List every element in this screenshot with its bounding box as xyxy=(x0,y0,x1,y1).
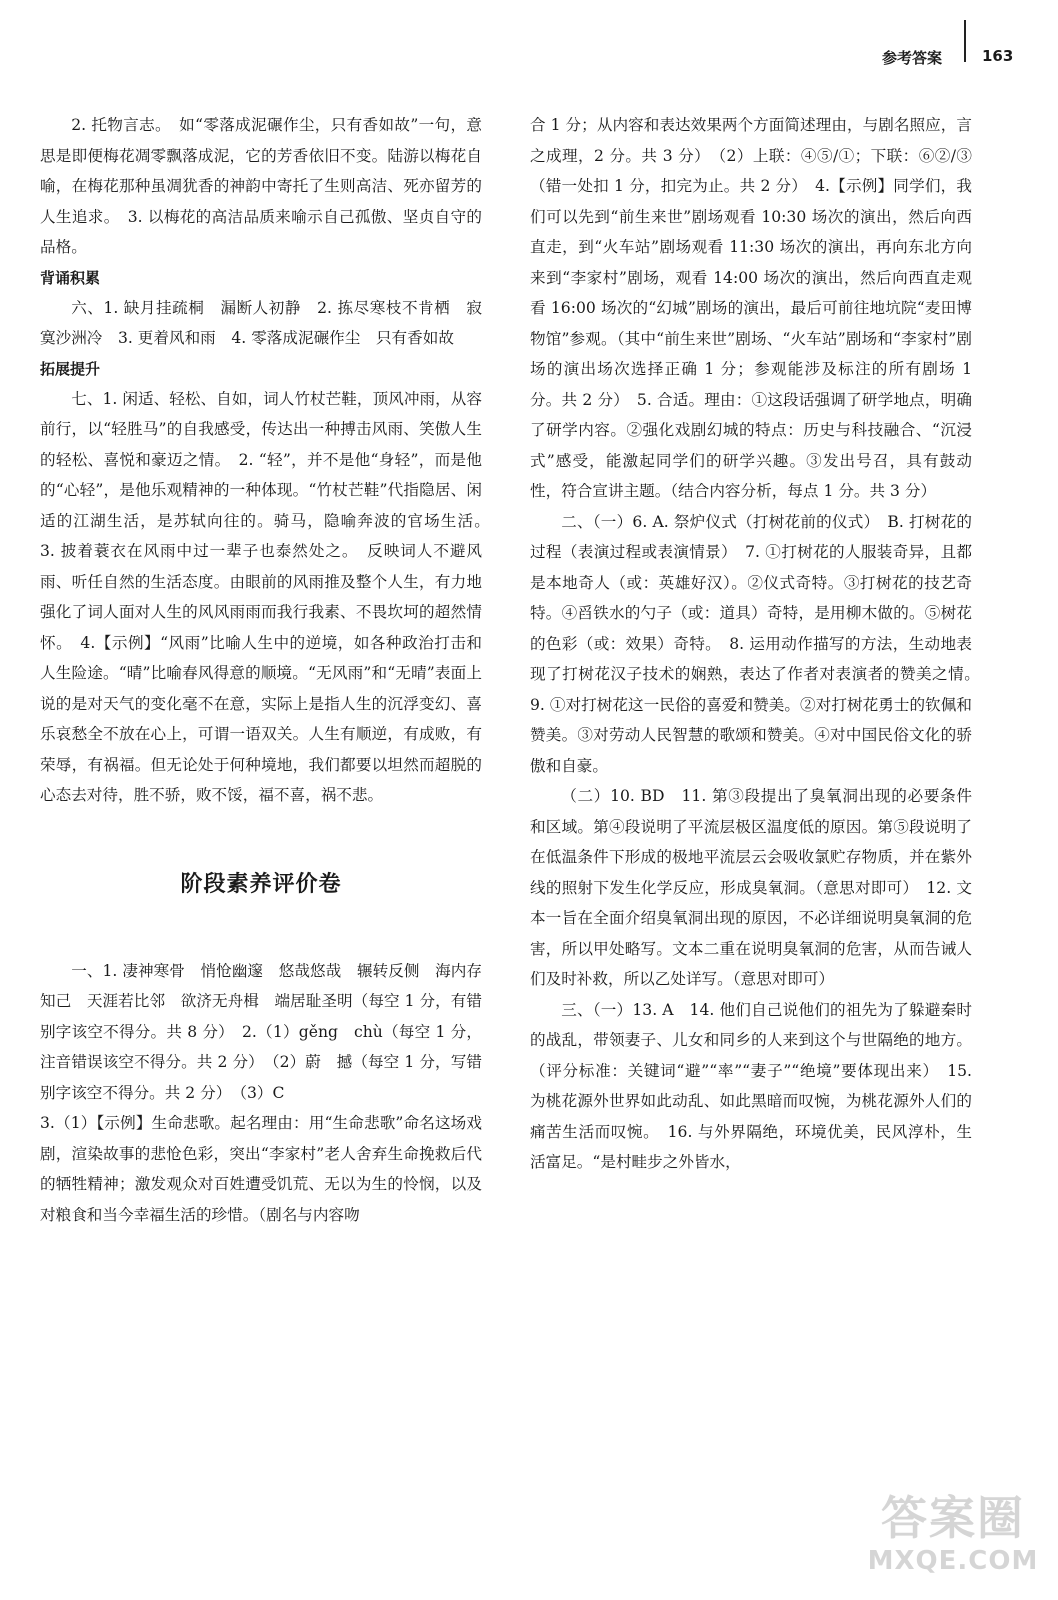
answer-paragraph: 2. 托物言志。 如“零落成泥碾作尘，只有香如故”一句，意思是即便梅花凋零飘落成泥，它的芳香依旧不变。陆游以梅花自喻，在梅花那种虽凋犹香的神韵中寄托了生则高洁、死亦留芳的人生追求。 3. 以梅花的高洁品质来喻示自己孤傲、坚贞自守的品格。 xyxy=(40,116,482,256)
header-label: 参考答案 xyxy=(881,49,942,67)
watermark-text: 答案圈 xyxy=(881,1491,1025,1545)
answer-paragraph: 二、（一）6. A. 祭炉仪式（打树花前的仪式） B. 打树花的过程（表演过程或表演情景） 7. ①打树花的人服装奇异，且都是本地奇人（或：英雄好汉）。②仪式奇特。③打树花的技艺奇特。④舀铁水的勺子（或：道具）奇特，是用柳木做的。⑤树花的色彩（或：效果）奇特。 8. 运用动作描写的方法，生动地表现了打树花汉子技术的娴熟，表达了作者对表演者的赞美之情。 9. ①对打树花这一民俗的喜爱和赞美。②对打树花勇士的钦佩和赞美。③对劳动人民智慧的歌颂和赞美。④对中国民俗文化的骄傲和自豪。 xyxy=(530,512,988,775)
left-column xyxy=(40,110,498,1230)
right-column xyxy=(530,110,988,1178)
answer-paragraph: 六、1. 缺月挂疏桐 漏断人初静 2. 拣尽寒枝不肯栖 寂寞沙洲冷 3. 更着风和雨 4. 零落成泥碾作尘 只有香如故 xyxy=(40,298,482,347)
section-title: 阶段素养评价卷 xyxy=(180,871,342,897)
page-number: 163 xyxy=(982,47,1014,65)
section-heading-extension: 拓展提升 xyxy=(40,359,101,378)
watermark-url: MXQE.COM xyxy=(867,1546,1039,1576)
answer-paragraph: 3.（1）【示例】生命悲歌。起名理由：用“生命悲歌”命名这场戏剧，渲染故事的悲怆色彩，突出“李家村”老人舍弃生命挽救后代的牺牲精神；激发观众对百姓遭受饥荒、无以为生的怜悯，以及对粮食和当今幸福生活的珍惜。（剧名与内容吻 xyxy=(40,1114,482,1224)
answer-paragraph: （二）10. BD 11. 第③段提出了臭氧洞出现的必要条件和区域。第④段说明了平流层极区温度低的原因。第⑤段说明了在低温条件下形成的极地平流层云会吸收氯贮存物质，并在紫外线的照射下发生化学反应，形成臭氧洞。（意思对即可） 12. 文本一旨在全面介绍臭氧洞出现的原因，不必详细说明臭氧洞的危害，所以甲处略写。文本二重在说明臭氧洞的危害，从而告诫人们及时补救，所以乙处详写。（意思对即可） xyxy=(530,787,972,988)
answer-paragraph: 合 1 分；从内容和表达效果两个方面简述理由，与剧名照应，言之成理，2 分。共 3 分） （2）上联：④⑤/①；下联：⑥②/③（错一处扣 1 分，扣完为止。共 2 分） 4.【示例】同学们，我们可以先到“前生来世”剧场观看 10:30 场次的演出，然后向西直走，到“火车站”剧场观看 11:30 场次的演出，再向东北方向来到“李家村”剧场，观看 14:00 场次的演出，然后向西直走观看 16:00 场次的“幻城”剧场的演出，最后可前往地坑院“麦田博物馆”参观。（其中“前生来世”剧场、“火车站”剧场和“李家村”剧场的演出场次选择正确 1 分；参观能涉及标注的所有剧场 1 分。共 2 分） 5. 合适。理由：①这段话强调了研学地点，明确了研学内容。②强化戏剧幻城的特点：历史与科技融合、“沉浸式”感受，能激起同学们的研学兴趣。③发出号召，具有鼓动性，符合宣讲主题。（结合内容分析，每点 1 分。共 3 分） xyxy=(530,116,972,500)
answer-paragraph: 三、（一）13. A 14. 他们自己说他们的祖先为了躲避秦时的战乱，带领妻子、儿女和同乡的人来到这个与世隔绝的地方。（评分标准：关键词“避”“率”“妻子”“绝境”要体现出来） 15. 为桃花源外世界如此动乱、如此黑暗而叹惋，为桃花源外人们的痛苦生活而叹惋。 16. 与外界隔绝，环境优美，民风淳朴，生活富足。“是村畦步之外皆水， xyxy=(530,1000,972,1171)
answer-paragraph: 一、1. 凄神寒骨 悄怆幽邃 悠哉悠哉 辗转反侧 海内存知己 天涯若比邻 欲济无舟楫 端居耻圣明（每空 1 分，有错别字该空不得分。共 8 分） 2.（1）gěng chù（每空 1 分，注音错误该空不得分。共 2 分） （2）蔚 撼（每空 1 分，写错别字该空不得分。共 2 分） （3）C xyxy=(40,961,482,1102)
header-divider xyxy=(964,20,966,62)
answer-paragraph: 七、1. 闲适、轻松、自如，词人竹杖芒鞋，顶风冲雨，从容前行，以“轻胜马”的自我感受，传达出一种搏击风雨、笑傲人生的轻松、喜悦和豪迈之情。 2. “轻”，并不是他“身轻”，而是他的“心轻”，是他乐观精神的一种体现。“竹杖芒鞋”代指隐居、闲适的江湖生活，是苏轼向往的。骑马，隐喻奔波的官场生活。 3. 披着蓑衣在风雨中过一辈子也泰然处之。 反映词人不避风雨、听任自然的生活态度。由眼前的风雨推及整个人生，有力地强化了词人面对人生的风风雨雨而我行我素、不畏坎坷的超然情怀。 4.【示例】“风雨”比喻人生中的逆境，如各种政治打击和人生险途。“晴”比喻春风得意的顺境。“无风雨”和“无晴”表面上说的是对天气的变化毫不在意，实际上是指人生的沉浮变幻、喜乐哀愁全不放在心上，可谓一语双关。人生有顺逆，有成败，有荣辱，有祸福。但无论处于何种境地，我们都要以坦然而超脱的心态去对待，胜不骄，败不馁，福不喜，祸不悲。 xyxy=(40,389,498,804)
watermark-logo xyxy=(858,1490,1048,1590)
section-heading-recitation: 背诵积累 xyxy=(40,268,101,287)
page-header xyxy=(0,44,1058,84)
